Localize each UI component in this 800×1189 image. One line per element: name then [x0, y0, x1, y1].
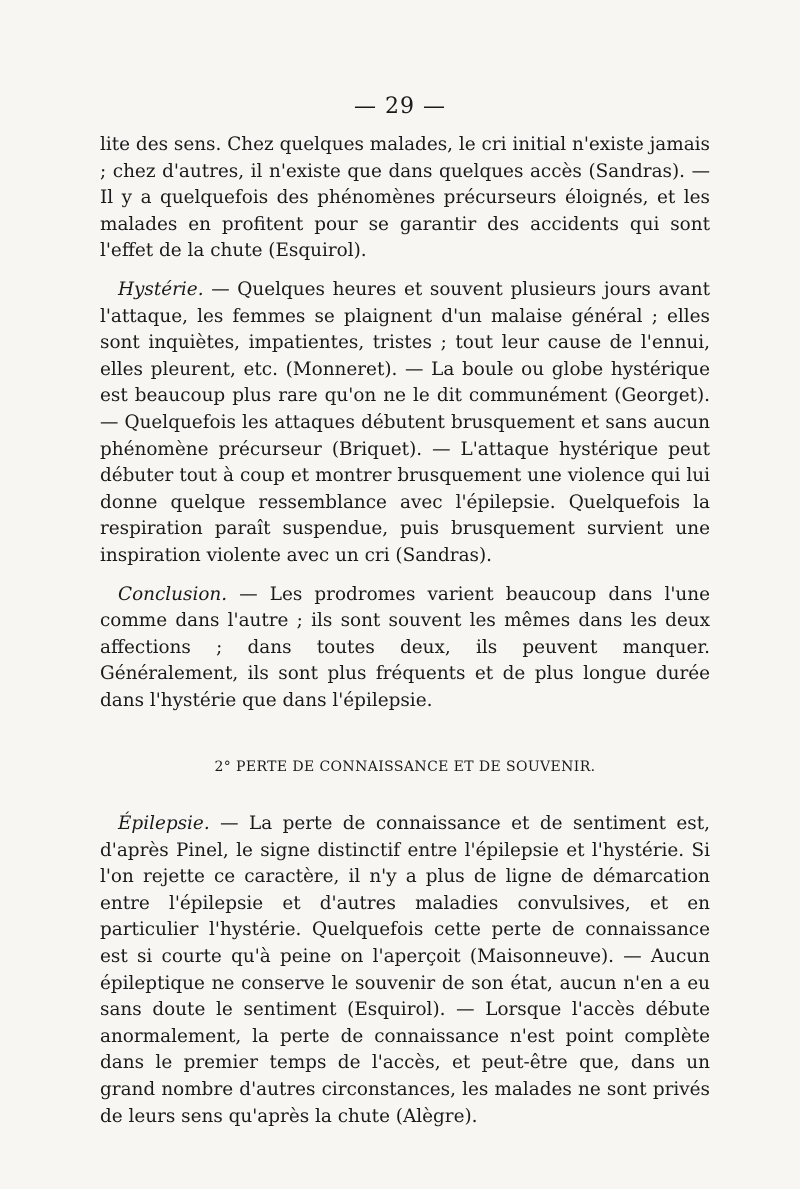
- lead-epilepsie: Épilepsie.: [118, 813, 210, 835]
- section-heading: 2° PERTE DE CONNAISSANCE ET DE SOUVENIR.: [214, 759, 596, 776]
- text-conclusion: — Les prodromes varient beaucoup dans l'une comme dans l'autre ; ils sont souvent les mêmes dans les deux affections ; dans toutes deux, ils peuvent manquer. Généralement, ils sont plus fréquents et de plus longue durée dans l'hystérie que dans l'épilepsie.: [100, 583, 710, 711]
- page-number: — 29 —: [354, 94, 446, 119]
- paragraph-epilepsie: [100, 811, 710, 1130]
- text-epilepsie: — La perte de connaissance et de sentiment est, d'après Pinel, le signe distinctif entre l'épilepsie et l'hystérie. Si l'on rejette ce caractère, il n'y a plus de ligne de démarcation entre l'épilepsie et d'autres maladies convulsives, et en particulier l'hystérie. Quelquefois cette perte de connaissance est si courte qu'à peine on l'aperçoit (Maisonneuve). — Aucun épileptique ne conserve le souvenir de son état, aucun n'en a eu sans doute le sentiment (Esquirol). — Lorsque l'accès débute anormalement, la perte de connaissance n'est point complète dans le premier temps de l'accès, et peut-être que, dans un grand nombre d'autres circonstances, les malades ne sont privés de leurs sens qu'après la chute (Alègre).: [100, 813, 710, 1127]
- lead-hysterie: Hystérie.: [118, 278, 204, 300]
- body-text: [100, 132, 710, 1130]
- paragraph-hysterie: [100, 277, 710, 570]
- paragraph-conclusion: [100, 582, 710, 715]
- text-hysterie: — Quelques heures et souvent plusieurs jours avant l'attaque, les femmes se plaignent d'un malaise général ; elles sont inquiètes, impatientes, tristes ; tout leur cause de l'ennui, elles pleurent, etc. (Monneret). — La boule ou globe hystérique est beaucoup plus rare qu'on ne le dit communément (Georget). — Quelquefois les attaques débutent brusquement et sans aucun phénomène précurseur (Briquet). — L'attaque hystérique peut débuter tout à coup et montrer brusquement une violence qui lui donne quelque ressemblance avec l'épilepsie. Quelquefois la respiration paraît suspendue, puis brusquement survient une inspiration violente avec un cri (Sandras).: [100, 278, 710, 566]
- paragraph-1: lite des sens. Chez quelques malades, le cri initial n'existe jamais ; chez d'autres, il n'existe que dans quelques accès (Sandras). — Il y a quelquefois des phénomènes précurseurs éloignés, et les malades en profitent pour se garantir des accidents qui sont l'effet de la chute (Esquirol).: [100, 134, 710, 262]
- lead-conclusion: Conclusion.: [118, 583, 228, 605]
